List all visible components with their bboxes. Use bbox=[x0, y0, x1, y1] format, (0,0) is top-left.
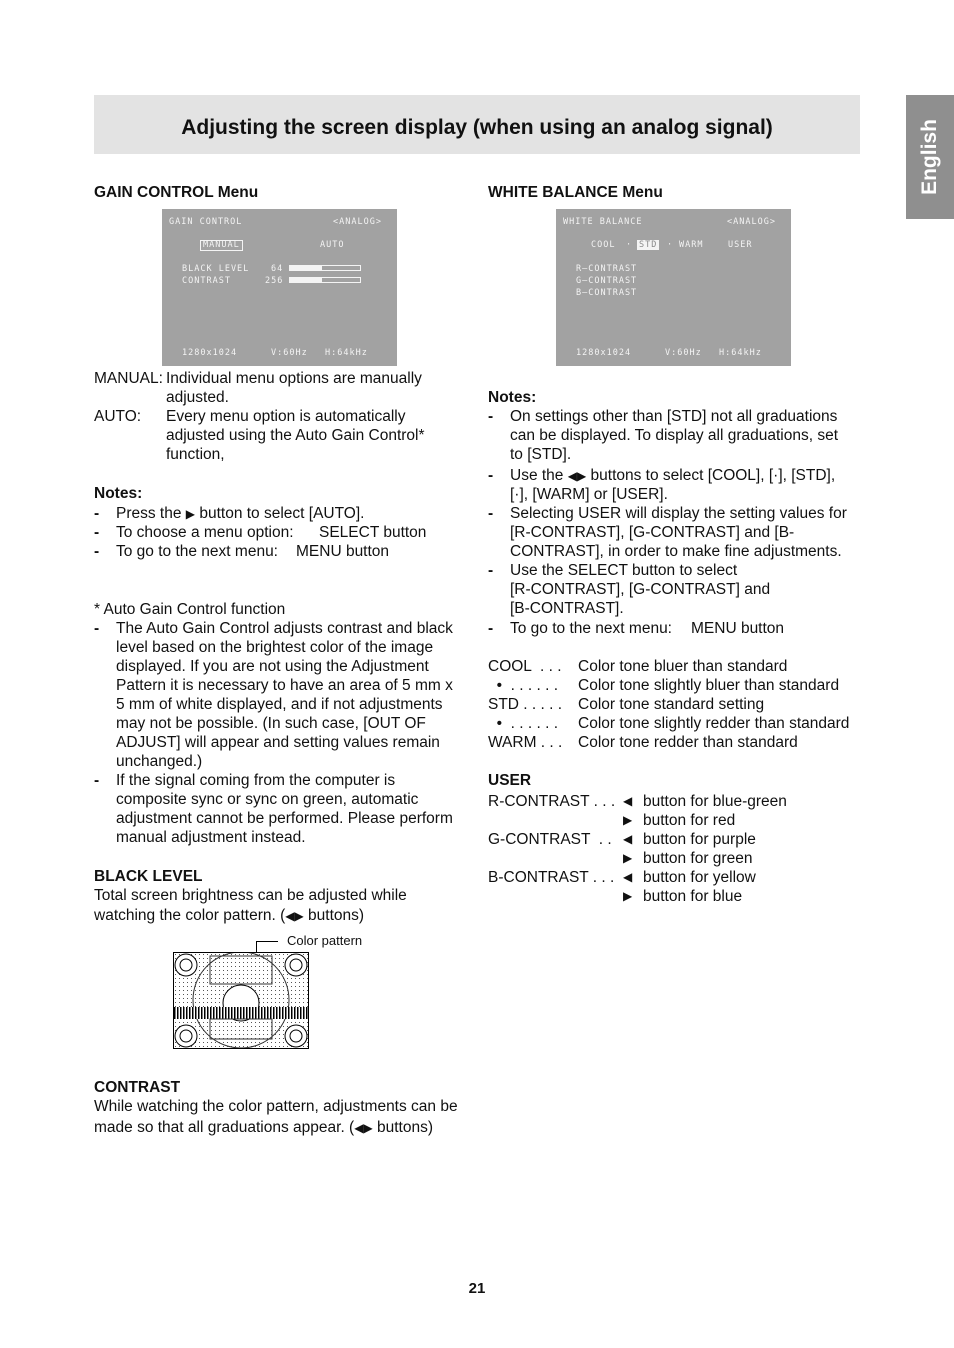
white-note-3 bbox=[510, 504, 847, 561]
osd-hfreq: H:64kHz bbox=[719, 348, 762, 358]
agc-line: manual adjustment instead. bbox=[116, 829, 306, 846]
agc-item-1 bbox=[116, 619, 453, 771]
osd-title: WHITE BALANCE bbox=[563, 217, 643, 227]
osd-user-option: USER bbox=[728, 240, 753, 250]
gain-note-2-value: SELECT button bbox=[319, 524, 427, 541]
black-level-text bbox=[94, 906, 364, 926]
text: buttons) bbox=[303, 907, 365, 924]
gain-note-3: To go to the next menu: bbox=[116, 543, 278, 560]
left-right-arrows-icon: ◀▶ bbox=[354, 1121, 373, 1135]
left-right-arrows-icon: ◀▶ bbox=[567, 469, 587, 483]
osd-vfreq: V:60Hz bbox=[665, 348, 702, 358]
osd-dot-option: · bbox=[667, 240, 674, 250]
white-note-4 bbox=[510, 561, 770, 618]
bullet-dash: - bbox=[488, 620, 494, 637]
white-balance-osd bbox=[556, 209, 791, 366]
agc-line: adjustment cannot be performed. Please perform bbox=[116, 810, 453, 827]
osd-signal: <ANALOG> bbox=[333, 217, 382, 227]
black-level-text: Total screen brightness can be adjusted while bbox=[94, 887, 407, 904]
text: made so that all graduations appear. ( bbox=[94, 1119, 355, 1136]
color-pattern-graphic bbox=[174, 953, 308, 1048]
user-heading: USER bbox=[488, 772, 532, 789]
user-right-desc: button for blue bbox=[643, 888, 743, 905]
note-line: Use the SELECT button to select bbox=[510, 562, 738, 579]
agc-heading: * Auto Gain Control function bbox=[94, 601, 286, 618]
contrast-heading: CONTRAST bbox=[94, 1079, 181, 1096]
auto-term: AUTO: bbox=[94, 408, 142, 425]
bullet-dash: - bbox=[94, 524, 100, 541]
manual-desc: adjusted. bbox=[166, 389, 229, 406]
auto-desc: adjusted using the Auto Gain Control* bbox=[166, 427, 425, 444]
tone-desc: Color tone slightly redder than standard bbox=[578, 715, 850, 732]
left-arrow-icon: ◀ bbox=[623, 832, 633, 846]
gain-notes-heading: Notes: bbox=[94, 485, 143, 502]
bullet-dash: - bbox=[94, 620, 100, 637]
gain-note-2: To choose a menu option: bbox=[116, 524, 294, 541]
user-term: G-CONTRAST . . bbox=[488, 831, 612, 848]
user-left-desc: button for blue-green bbox=[643, 793, 787, 810]
note-text: Press the bbox=[116, 505, 182, 522]
white-balance-heading: WHITE BALANCE Menu bbox=[488, 184, 663, 201]
color-pattern-figure bbox=[173, 952, 309, 1049]
osd-r-contrast: R–CONTRAST bbox=[576, 264, 638, 274]
auto-desc: Every menu option is automatically bbox=[166, 408, 406, 425]
white-note-5-value: MENU button bbox=[691, 620, 785, 637]
osd-dot-option: · bbox=[626, 240, 633, 250]
note-text: button to select [AUTO]. bbox=[199, 505, 365, 522]
osd-manual-option: MANUAL bbox=[200, 240, 243, 251]
page-number: 21 bbox=[468, 1280, 486, 1297]
agc-line: Pattern it is necessary to have an area of 5 mm x bbox=[116, 677, 453, 694]
color-pattern-label: Color pattern bbox=[287, 933, 363, 948]
osd-contrast-label: CONTRAST bbox=[182, 276, 231, 286]
bullet-dash: - bbox=[488, 467, 494, 484]
bullet-dash: - bbox=[488, 408, 494, 425]
user-left-desc: button for purple bbox=[643, 831, 756, 848]
osd-warm-option: WARM bbox=[679, 240, 704, 250]
tone-desc: Color tone slightly bluer than standard bbox=[578, 677, 840, 694]
user-right-desc: button for red bbox=[643, 812, 736, 829]
user-term: B-CONTRAST . . . bbox=[488, 869, 615, 886]
left-arrow-icon: ◀ bbox=[623, 794, 633, 808]
tone-term: COOL . . . bbox=[488, 658, 562, 675]
note-line: Selecting USER will display the setting values for bbox=[510, 505, 847, 522]
black-level-heading: BLACK LEVEL bbox=[94, 868, 203, 885]
agc-line: unchanged.) bbox=[116, 753, 203, 770]
white-note-1 bbox=[510, 407, 838, 464]
tone-term: • . . . . . . bbox=[488, 677, 559, 694]
right-arrow-icon: ▶ bbox=[623, 813, 633, 827]
osd-resolution: 1280x1024 bbox=[576, 348, 632, 358]
agc-line: 5 mm of white displayed, and if not adjustments bbox=[116, 696, 443, 713]
osd-resolution: 1280x1024 bbox=[182, 348, 238, 358]
gain-note-1 bbox=[116, 504, 364, 524]
bullet-dash: - bbox=[94, 543, 100, 560]
right-arrow-icon: ▶ bbox=[623, 889, 633, 903]
bullet-dash: - bbox=[94, 505, 100, 522]
white-note-2 bbox=[510, 466, 835, 486]
note-line: [B-CONTRAST]. bbox=[510, 600, 624, 617]
contrast-text: While watching the color pattern, adjustments can be bbox=[94, 1098, 458, 1115]
user-right-desc: button for green bbox=[643, 850, 753, 867]
gain-control-heading: GAIN CONTROL Menu bbox=[94, 184, 259, 201]
note-line: to [STD]. bbox=[510, 446, 572, 463]
bullet-dash: - bbox=[488, 505, 494, 522]
user-left-desc: button for yellow bbox=[643, 869, 756, 886]
note-line: [R-CONTRAST], [G-CONTRAST] and [B- bbox=[510, 524, 795, 541]
osd-black-level-fill bbox=[290, 266, 322, 270]
agc-line: composite sync or sync on green, automatic bbox=[116, 791, 419, 808]
white-note-5: To go to the next menu: bbox=[510, 620, 672, 637]
manual-desc: Individual menu options are manually bbox=[166, 370, 422, 387]
left-right-arrows-icon: ◀▶ bbox=[285, 909, 304, 923]
gain-note-3-value: MENU button bbox=[296, 543, 390, 560]
white-note-2-cont: [·], [WARM] or [USER]. bbox=[510, 486, 668, 503]
note-line: On settings other than [STD] not all graduations bbox=[510, 408, 838, 425]
white-notes-heading: Notes: bbox=[488, 389, 537, 406]
agc-line: level based on the brightest color of the image bbox=[116, 639, 434, 656]
gain-control-osd bbox=[162, 209, 397, 366]
text: watching the color pattern. ( bbox=[94, 907, 286, 924]
right-arrow-icon: ▶ bbox=[623, 851, 633, 865]
osd-signal: <ANALOG> bbox=[727, 217, 776, 227]
callout-line bbox=[256, 941, 278, 942]
agc-line: If the signal coming from the computer is bbox=[116, 772, 396, 789]
agc-line: ADJUST] will appear and setting values remain bbox=[116, 734, 440, 751]
osd-title: GAIN CONTROL bbox=[169, 217, 243, 227]
bullet-dash: - bbox=[488, 562, 494, 579]
osd-b-contrast: B–CONTRAST bbox=[576, 288, 638, 298]
text: buttons) bbox=[372, 1119, 434, 1136]
text: Use the bbox=[510, 467, 564, 484]
osd-contrast-bar bbox=[289, 277, 361, 283]
osd-black-level-label: BLACK LEVEL bbox=[182, 264, 250, 274]
agc-line: displayed. If you are not using the Adjustment bbox=[116, 658, 429, 675]
osd-cool-option: COOL bbox=[591, 240, 616, 250]
tone-term: • . . . . . . bbox=[488, 715, 559, 732]
agc-line: The Auto Gain Control adjusts contrast and black bbox=[116, 620, 453, 637]
page-title: Adjusting the screen display (when using an analog signal) bbox=[181, 116, 773, 139]
tone-desc: Color tone redder than standard bbox=[578, 734, 798, 751]
text: buttons to select [COOL], [·], [STD], bbox=[590, 467, 836, 484]
tone-term: WARM . . . bbox=[488, 734, 563, 751]
osd-auto-option: AUTO bbox=[320, 240, 345, 250]
osd-g-contrast: G–CONTRAST bbox=[576, 276, 638, 286]
bullet-dash: - bbox=[94, 772, 100, 789]
osd-black-level-bar bbox=[289, 265, 361, 271]
contrast-text bbox=[94, 1118, 433, 1138]
tone-desc: Color tone bluer than standard bbox=[578, 658, 788, 675]
manual-term: MANUAL: bbox=[94, 370, 163, 387]
osd-contrast-fill bbox=[290, 278, 322, 282]
left-arrow-icon: ◀ bbox=[623, 870, 633, 884]
note-line: [R-CONTRAST], [G-CONTRAST] and bbox=[510, 581, 771, 598]
auto-desc: function, bbox=[166, 446, 225, 463]
osd-vfreq: V:60Hz bbox=[271, 348, 308, 358]
tone-term: STD . . . . . bbox=[488, 696, 563, 713]
language-tab bbox=[906, 95, 954, 219]
osd-black-level-value: 64 bbox=[271, 264, 284, 274]
note-line: can be displayed. To display all graduations, set bbox=[510, 427, 839, 444]
agc-line: may not be possible. (In such case, [OUT OF bbox=[116, 715, 426, 732]
language-tab-label: English bbox=[918, 119, 941, 195]
note-line: CONTRAST], in order to make fine adjustments. bbox=[510, 543, 842, 560]
right-arrow-icon: ▶ bbox=[185, 507, 196, 521]
osd-std-option: STD bbox=[639, 240, 658, 250]
tone-desc: Color tone standard setting bbox=[578, 696, 765, 713]
user-term: R-CONTRAST . . . bbox=[488, 793, 616, 810]
osd-hfreq: H:64kHz bbox=[325, 348, 368, 358]
osd-contrast-value: 256 bbox=[265, 276, 284, 286]
agc-item-2 bbox=[116, 771, 453, 847]
